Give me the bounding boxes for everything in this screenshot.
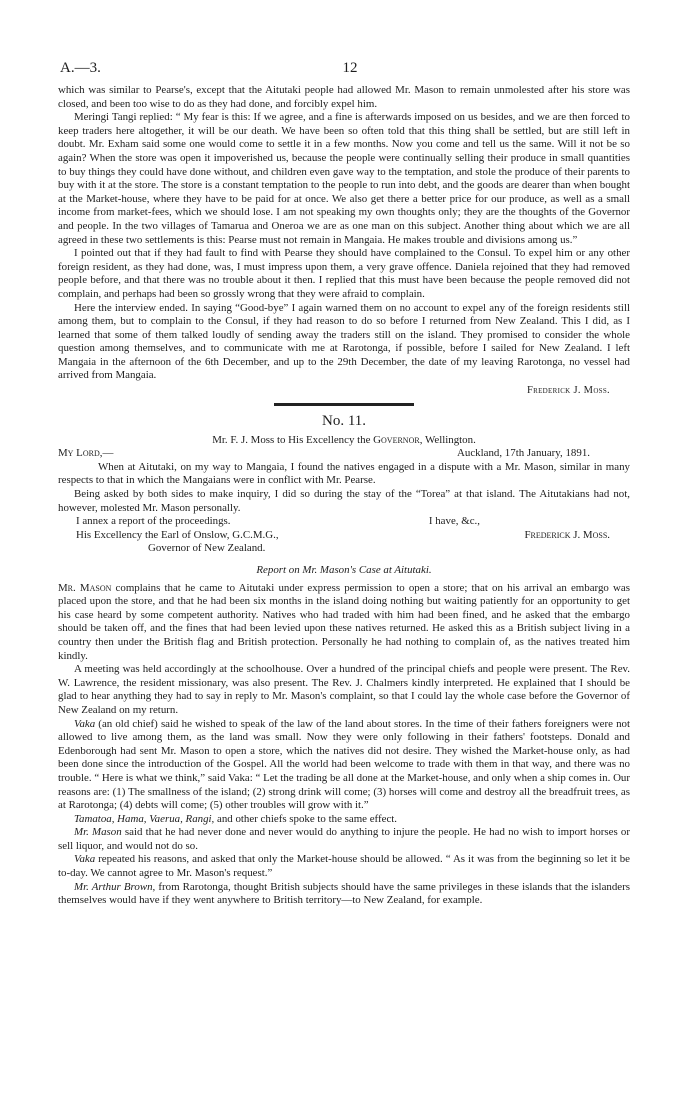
- report-p4-text: and other chiefs spoke to the same effect.: [214, 812, 398, 825]
- addressee-row: [58, 529, 630, 543]
- continued-paragraph: which was similar to Pearse's, except that the Aitutaki people had allowed Mr. Mason to remain unmolested after his store was closed, and been too wise to do as they had done, and forcibly expel him.: [58, 84, 630, 110]
- letter-number: No. 11.: [321, 412, 367, 429]
- page-number: 12: [342, 60, 358, 76]
- report-p6-text: repeated his reasons, and asked that only the Market-house should be allowed. “ As it was from the beginning so let it be to-day. We cannot agree to Mr. Mason's request.”: [58, 853, 630, 880]
- letter-title: [58, 434, 630, 448]
- report-p7-text: from Rarotonga, thought British subjects should have the same privileges in these islands that the islanders themselves would have if they went anywhere to British territory—to New Zealand, for example.: [58, 880, 631, 907]
- closing-line: I have, &c.,: [428, 515, 480, 528]
- addressee: His Excellency the Earl of Onslow, G.C.M.G.,: [76, 528, 279, 541]
- report-paragraph-5: [58, 826, 630, 853]
- report-paragraph-3: [58, 718, 630, 813]
- salutation-row: [58, 447, 630, 461]
- report-paragraph-4: [58, 813, 630, 827]
- salutation: My Lord,—: [58, 447, 114, 460]
- letter-paragraph-1: When at Aitutaki, on my way to Mangaia, I found the natives engaged in a dispute with a Mr. Mason, similar in many respects to that in which the Mangaians were in conflict with Mr. Pearse.: [58, 460, 630, 487]
- letter-title-governor: Governor: [373, 433, 420, 446]
- document-body: [58, 84, 630, 908]
- place-date: Auckland, 17th January, 1891.: [457, 447, 590, 460]
- annex-line: I annex a report of the proceedings.: [76, 515, 231, 528]
- report-p5-lead: Mr. Mason: [74, 826, 122, 839]
- report-p3-lead: Vaka: [74, 717, 96, 730]
- report-p5-text: said that he had never done and never would do anything to injure the people. He had no wish to import horses or sell liquor, and would not do so.: [58, 826, 630, 852]
- report-paragraph-7: [58, 881, 630, 908]
- addressee-title: Governor of New Zealand.: [148, 542, 266, 555]
- letter-title-pre: Mr. F. J. Moss to His Excellency the: [212, 433, 374, 446]
- page-header: [60, 60, 640, 80]
- report-paragraph-2: A meeting was held accordingly at the schoolhouse. Over a hundred of the principal chiefs and people were present. The Rev. W. Lawrence, the resident missionary, was also present. The Rev. J. Chalmers kindly interpreted. He explained that I should be glad to hear anything they had to say in reply to Mr. Mason's complaint, so that I could lay the whole case before the Governor of New Zealand on my return.: [58, 663, 630, 716]
- report-paragraph-1: [58, 582, 630, 664]
- letter-title-post: , Wellington.: [419, 433, 476, 446]
- report-heading: Report on Mr. Mason's Case at Aitutaki.: [256, 564, 432, 576]
- section-divider: [274, 403, 414, 406]
- report-p6-lead: Vaka: [74, 853, 96, 866]
- consul-paragraph: I pointed out that if they had fault to find with Pearse they should have complained to the Consul. To expel him or any other foreign resident, as they had done, was, I must impress upon them, a very grave offence. Daniela rejoined that they had removed people before, and that there was no trouble about it then. I replied that this must have been because the people removed did not complain, and perhaps had been so grossly wrong that they were afraid to complain.: [58, 247, 630, 300]
- report-p3-text: (an old chief) said he wished to speak of the law of the land about stores. In the time of their fathers foreigners were not allowed to live among them, as the land was small. Now they were only following in their fathers' footsteps. Donald and Edenborough had sent Mr. Mason to open a store, which the natives did not desire. They wished the Market-house only, as had been done since the introduction of the Gospel. All the world had been welcome to trade with them in that way, and there was no trouble. “ Here is what we think,” said Vaka: “ Let the trading be all done at the Market-house, and only when a ship comes in. Our reasons are: (1) The smallness of the island; (2) strong drink will come; (3) horses will come and destroy all the breadfruit trees, as at Rarotonga; (4) debts will come; (5) other troubles will grow with it.”: [58, 717, 630, 812]
- letter-signature: Frederick J. Moss.: [524, 528, 610, 541]
- report-p1-lead: Mr. Mason: [58, 581, 112, 594]
- report-paragraph-6: [58, 853, 630, 880]
- report-p7-lead: Mr. Arthur Brown,: [74, 880, 156, 893]
- annex-row: [58, 515, 630, 529]
- report-p4-lead: Tamatoa, Hama, Vaerua, Rangi,: [74, 812, 215, 825]
- meringi-tangi-reply: Meringi Tangi replied: “ My fear is this: If we agree, and a fine is afterwards imposed on us besides, and we are then forced to keep traders here altogether, it will be our death. We have been so often told that this thing shall be settled, but are still left in doubt. Mr. Exham said some one would come to settle it in a few months. Now you come and tell us the same. Will it not be so again? When the store was open it impoverished us, because the people were continually selling their produce in small quantities to buy things they could have done without, and children even gave way to the temptation, and stole the produce of their parents to buy with it at the store. The store is a constant temptation to the people to run into debt, and the goods are dearer than when bought at the Market-house, where they have to be paid for at once. We also get there a better price for our produce, as well as a small income from market-fees, which we should lose. I am not speaking my own thoughts only; they are the thoughts of the Governor and people. In the two villages of Tamarua and Oneroa we are as one man on this subject. Another thing about which we are all agreed in these two settlements is this: Pearse must not remain in Mangaia. He makes trouble and divisions among us.”: [58, 111, 630, 246]
- document-reference: A.—3.: [60, 60, 101, 76]
- interview-ended-paragraph: Here the interview ended. In saying “Good-bye” I again warned them on no account to expel any of the foreign residents still among them, but to complain to the Consul, if they had reason to do so before I returned from New Zealand. This I did, as I learned that some of them talked loudly of sending away the traders still on the island. They promised to consider the whole question among themselves, and to communicate with me at Rarotonga, if possible, before I sailed for New Zealand. I left Mangaia in the afternoon of the 6th December, and up to the 29th December, the date of my leaving Rarotonga, no vessel had arrived from Mangaia.: [58, 301, 630, 382]
- report-p1-text: complains that he came to Aitutaki under express permission to open a store; that on his arrival an embargo was placed upon the store, and that he had been six months in the island doing nothing but waiting patiently for an opportunity to get his case heard by some competent authority. Natives who had traded with him had been fined, and he asked that the embargo should be taken off, and the fines that had been levied upon these natives returned. He asked this as a British subject living in a country then under the British flag and British protection. Personally he had nothing to complain of, as the natives treated him kindly.: [58, 581, 630, 662]
- letter-paragraph-2: Being asked by both sides to make inquiry, I did so during the stay of the “Torea” at that island. The Aitutakians had not, however, molested Mr. Mason personally.: [58, 488, 630, 514]
- signature-moss: Frederick J. Moss.: [526, 385, 610, 397]
